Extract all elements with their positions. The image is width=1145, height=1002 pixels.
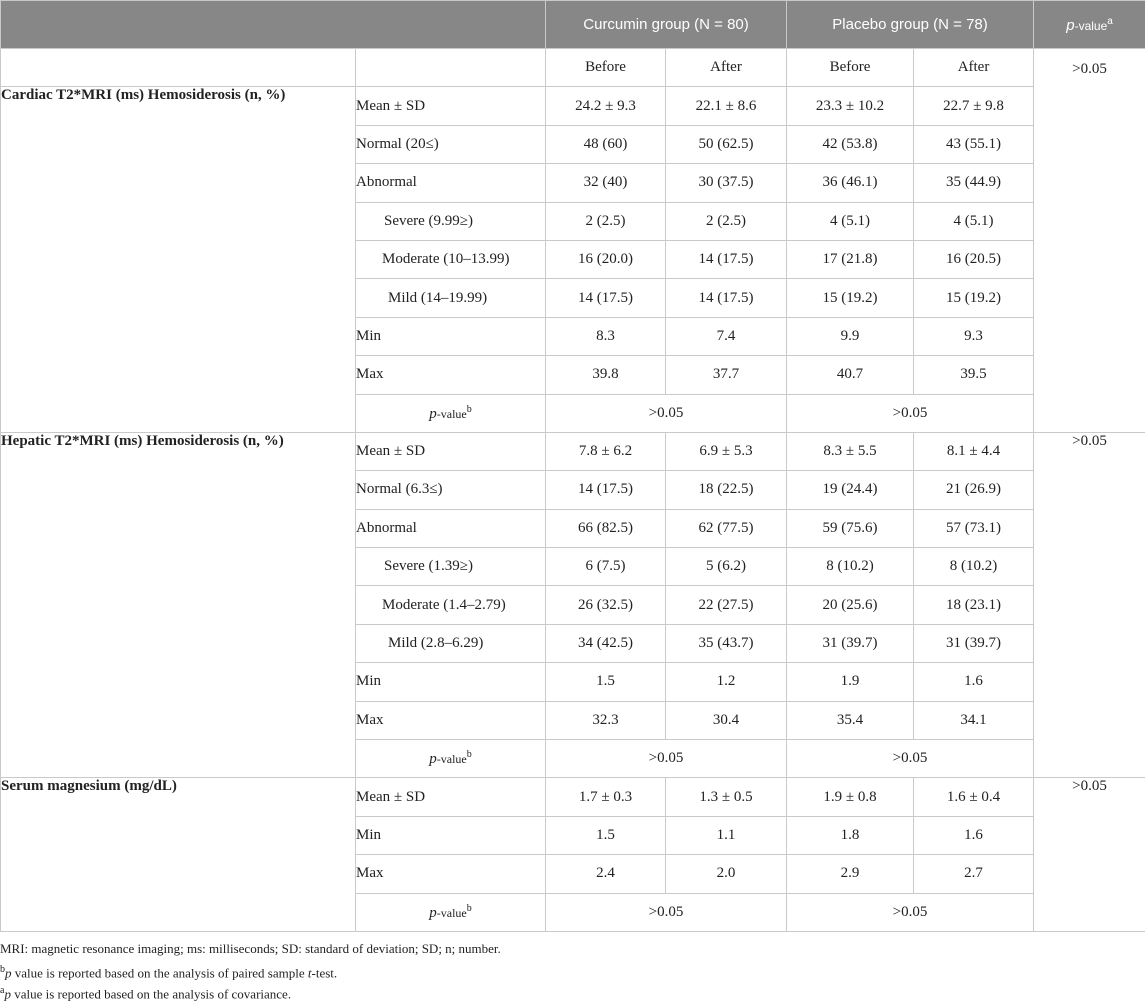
cell-c-before: 2 (2.5) (546, 202, 666, 240)
cell-p-before: 1.9 ± 0.8 (787, 778, 914, 816)
cell-c-after: 62 (77.5) (666, 509, 787, 547)
row-label: Max (356, 701, 546, 739)
cell-c-after: 14 (17.5) (666, 240, 787, 278)
cell-p-after: 16 (20.5) (914, 240, 1034, 278)
cell-c-before: 39.8 (546, 356, 666, 394)
table-header-row (1, 1, 1145, 49)
cell-c-before: 32 (40) (546, 164, 666, 202)
cell-c-before: 8.3 (546, 317, 666, 355)
row-label: Severe (9.99≥) (356, 202, 546, 240)
paired-pvalue-label: p-value$^b$ (356, 893, 546, 931)
row-label: Abnormal (356, 509, 546, 547)
cell-c-before: 1.5 (546, 663, 666, 701)
cell-p-after: 1.6 (914, 663, 1034, 701)
cell-c-after: 18 (22.5) (666, 471, 787, 509)
cell-p-before: 40.7 (787, 356, 914, 394)
paired-pvalue-label: p-value$^b$ (356, 394, 546, 432)
section-title: Cardiac T2*MRI (ms) Hemosiderosis (n, %) (1, 87, 356, 433)
cell-p-before: 17 (21.8) (787, 240, 914, 278)
cell-p-before: 31 (39.7) (787, 624, 914, 662)
cell-c-after: 35 (43.7) (666, 624, 787, 662)
placebo-paired-pvalue: >0.05 (787, 394, 1034, 432)
subheader-before: Before (787, 49, 914, 87)
row-label: Max (356, 855, 546, 893)
table-row (1, 778, 1145, 816)
row-label: Min (356, 317, 546, 355)
curcumin-paired-pvalue: >0.05 (546, 893, 787, 931)
cell-p-after: 8.1 ± 4.4 (914, 432, 1034, 470)
cell-p-after: 1.6 ± 0.4 (914, 778, 1034, 816)
curcumin-paired-pvalue: >0.05 (546, 394, 787, 432)
cell-c-before: 48 (60) (546, 125, 666, 163)
row-label: Mean ± SD (356, 778, 546, 816)
row-label: Normal (6.3≤) (356, 471, 546, 509)
cell-c-before: 1.7 ± 0.3 (546, 778, 666, 816)
section-title: Hepatic T2*MRI (ms) Hemosiderosis (n, %) (1, 432, 356, 778)
cell-p-before: 8 (10.2) (787, 548, 914, 586)
subheader-before: Before (546, 49, 666, 87)
cell-c-after: 22 (27.5) (666, 586, 787, 624)
cell-c-after: 7.4 (666, 317, 787, 355)
cell-p-before: 20 (25.6) (787, 586, 914, 624)
footnote-a: $^a$p value is reported based on the analysis of covariance. (0, 982, 291, 1002)
cell-c-before: 26 (32.5) (546, 586, 666, 624)
cell-p-before: 19 (24.4) (787, 471, 914, 509)
cell-c-after: 5 (6.2) (666, 548, 787, 586)
cell-p-after: 39.5 (914, 356, 1034, 394)
section-title: Serum magnesium (mg/dL) (1, 778, 356, 932)
footnote-b: $^b$p value is reported based on the analysis of paired sample t-test. (0, 961, 337, 981)
row-label: Min (356, 663, 546, 701)
cell-p-after: 57 (73.1) (914, 509, 1034, 547)
cell-p-before: 1.9 (787, 663, 914, 701)
cell-p-before: 59 (75.6) (787, 509, 914, 547)
row-label: Mild (2.8–6.29) (356, 624, 546, 662)
cell-p-after: 4 (5.1) (914, 202, 1034, 240)
paired-pvalue-label: p-value$^b$ (356, 740, 546, 778)
cell-p-after: 18 (23.1) (914, 586, 1034, 624)
cell-p-before: 35.4 (787, 701, 914, 739)
placebo-paired-pvalue: >0.05 (787, 893, 1034, 931)
table-row (1, 87, 1145, 125)
cell-c-before: 2.4 (546, 855, 666, 893)
cell-p-after: 1.6 (914, 816, 1034, 854)
cell-p-after: 35 (44.9) (914, 164, 1034, 202)
cell-p-after: 15 (19.2) (914, 279, 1034, 317)
cell-c-before: 34 (42.5) (546, 624, 666, 662)
row-label: Mean ± SD (356, 87, 546, 125)
cell-c-after: 37.7 (666, 356, 787, 394)
row-label: Mild (14–19.99) (356, 279, 546, 317)
cell-p-before: 42 (53.8) (787, 125, 914, 163)
header-curcumin: Curcumin group (N = 80) (546, 1, 787, 49)
placebo-paired-pvalue: >0.05 (787, 740, 1034, 778)
row-label: Moderate (1.4–2.79) (356, 586, 546, 624)
header-empty-cell (1, 1, 546, 49)
cell-p-before: 8.3 ± 5.5 (787, 432, 914, 470)
cell-c-before: 24.2 ± 9.3 (546, 87, 666, 125)
cell-c-after: 6.9 ± 5.3 (666, 432, 787, 470)
row-label: Abnormal (356, 164, 546, 202)
cell-c-before: 66 (82.5) (546, 509, 666, 547)
cell-c-after: 14 (17.5) (666, 279, 787, 317)
cell-c-after: 30.4 (666, 701, 787, 739)
cell-p-before: 9.9 (787, 317, 914, 355)
cell-p-before: 36 (46.1) (787, 164, 914, 202)
cell-p-after: 34.1 (914, 701, 1034, 739)
row-label: Mean ± SD (356, 432, 546, 470)
cell-c-before: 14 (17.5) (546, 279, 666, 317)
cell-c-before: 16 (20.0) (546, 240, 666, 278)
header-placebo: Placebo group (N = 78) (787, 1, 1034, 49)
section-pvalue: >0.05 (1034, 432, 1145, 778)
header-pvalue: p-value$^a$ (1034, 1, 1145, 49)
row-label: Max (356, 356, 546, 394)
cell-p-after: 21 (26.9) (914, 471, 1034, 509)
cell-c-after: 22.1 ± 8.6 (666, 87, 787, 125)
row-label: Severe (1.39≥) (356, 548, 546, 586)
row-label: Moderate (10–13.99) (356, 240, 546, 278)
cell-p-before: 15 (19.2) (787, 279, 914, 317)
table-row (1, 432, 1145, 470)
cell-p-before: 23.3 ± 10.2 (787, 87, 914, 125)
curcumin-paired-pvalue: >0.05 (546, 740, 787, 778)
row-label: Normal (20≤) (356, 125, 546, 163)
cell-c-after: 2.0 (666, 855, 787, 893)
cell-c-after: 50 (62.5) (666, 125, 787, 163)
cell-c-before: 14 (17.5) (546, 471, 666, 509)
row-label: Min (356, 816, 546, 854)
cell-p-after: 22.7 ± 9.8 (914, 87, 1034, 125)
cell-c-before: 7.8 ± 6.2 (546, 432, 666, 470)
subheader-after: After (914, 49, 1034, 87)
cell-p-before: 2.9 (787, 855, 914, 893)
cell-c-after: 1.1 (666, 816, 787, 854)
subheader-empty (1, 49, 356, 87)
cell-c-after: 30 (37.5) (666, 164, 787, 202)
cell-p-before: 1.8 (787, 816, 914, 854)
footnote-abbreviations: MRI: magnetic resonance imaging; ms: milliseconds; SD: standard of deviation; SD; n; number. (0, 940, 501, 957)
cell-c-after: 1.2 (666, 663, 787, 701)
subheader-row (1, 49, 1145, 87)
cell-c-before: 32.3 (546, 701, 666, 739)
cell-c-before: 1.5 (546, 816, 666, 854)
subheader-after: After (666, 49, 787, 87)
cell-p-after: 8 (10.2) (914, 548, 1034, 586)
cell-c-after: 1.3 ± 0.5 (666, 778, 787, 816)
section-pvalue: >0.05 (1034, 49, 1145, 433)
section-pvalue: >0.05 (1034, 778, 1145, 932)
cell-c-after: 2 (2.5) (666, 202, 787, 240)
cell-p-after: 31 (39.7) (914, 624, 1034, 662)
subheader-empty (356, 49, 546, 87)
cell-p-after: 9.3 (914, 317, 1034, 355)
cell-p-after: 43 (55.1) (914, 125, 1034, 163)
cell-p-before: 4 (5.1) (787, 202, 914, 240)
cell-p-after: 2.7 (914, 855, 1034, 893)
cell-c-before: 6 (7.5) (546, 548, 666, 586)
